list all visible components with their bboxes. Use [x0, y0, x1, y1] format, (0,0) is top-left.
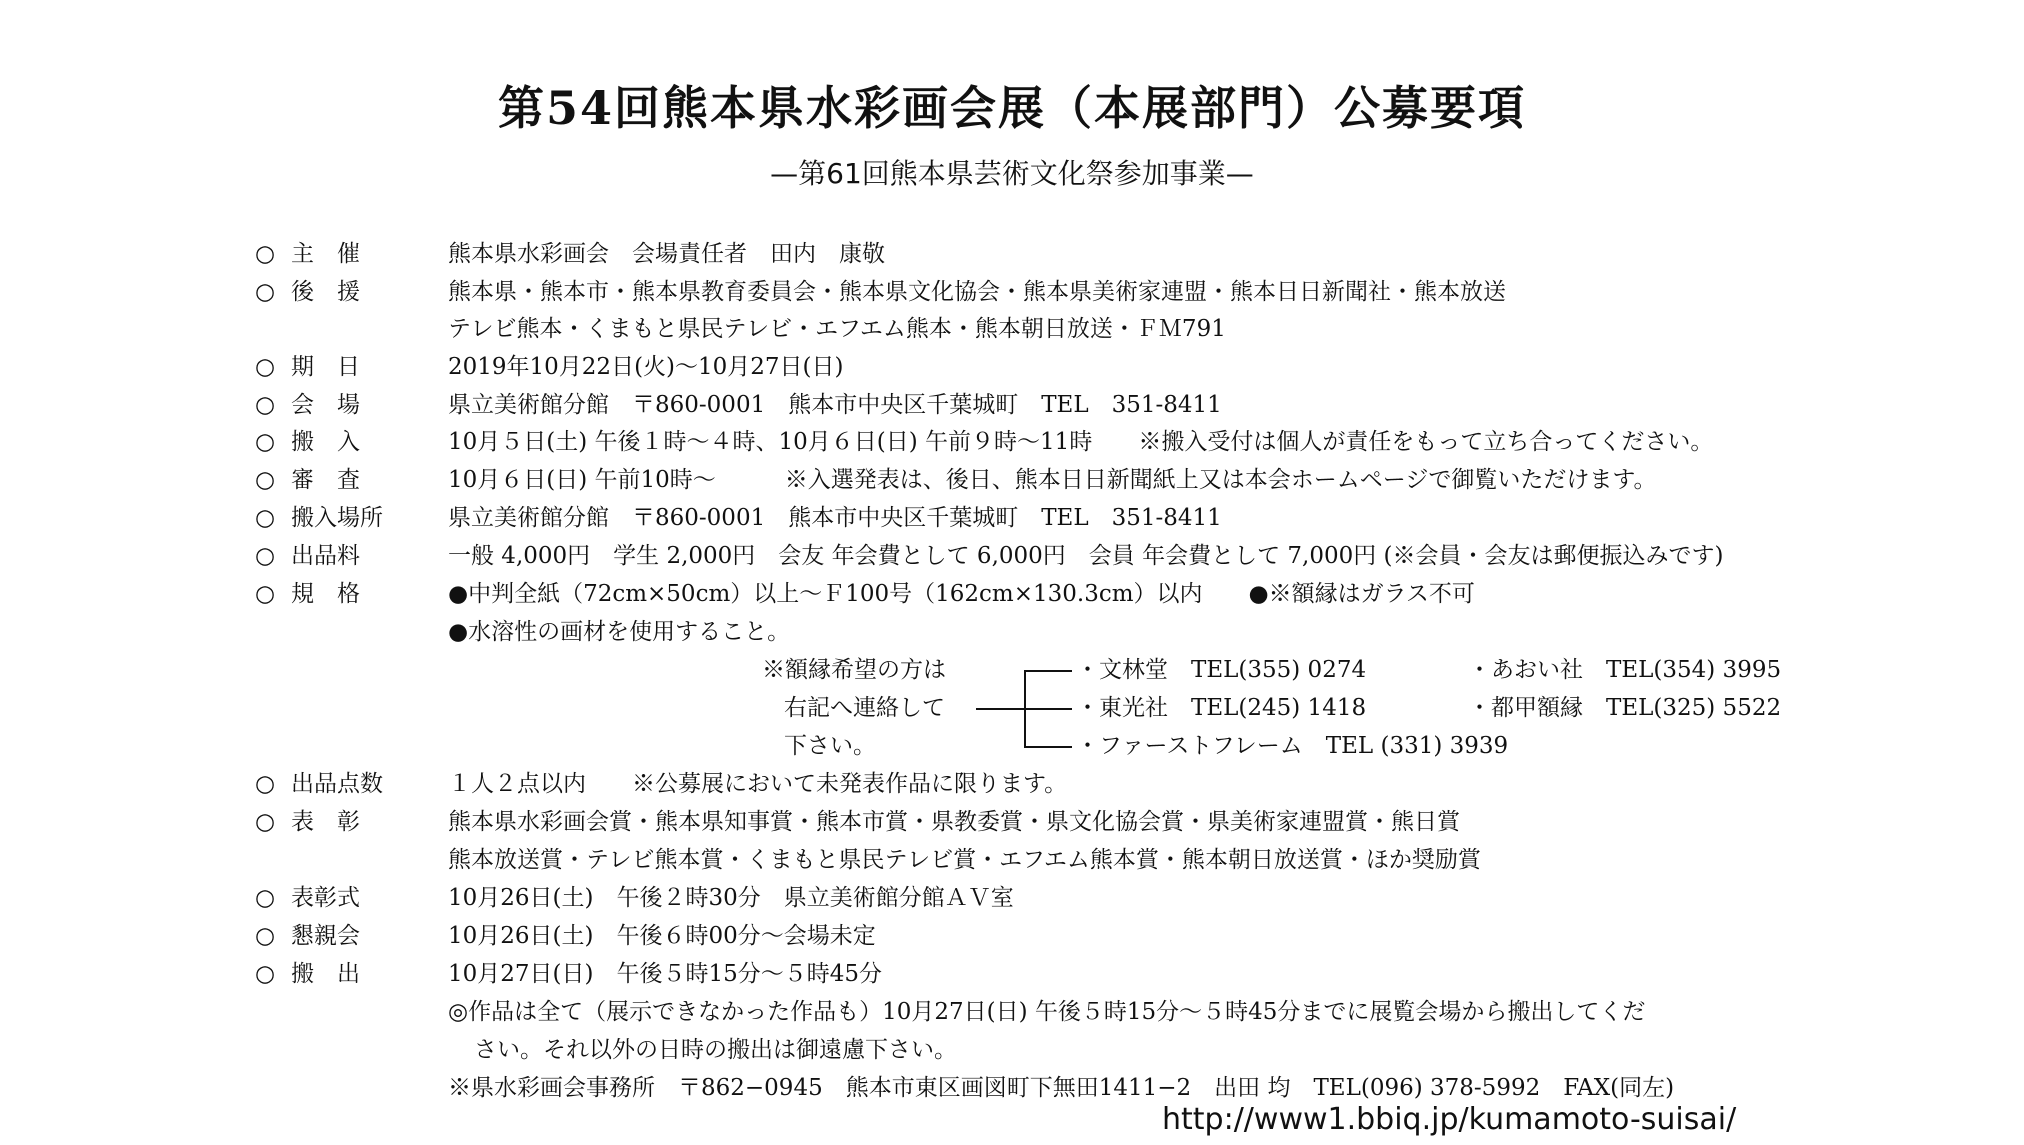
value-party: 10月26日(土) 午後６時00分〜会場未定 [448, 923, 876, 949]
value-support: 熊本県・熊本市・熊本県教育委員会・熊本県文化協会・熊本県美術家連盟・熊本日日新聞社・熊本放送 [448, 279, 1506, 305]
bullet-circle: ○ [255, 923, 276, 949]
bracket-top [1024, 670, 1072, 672]
label-sponsor: 主 催 [291, 241, 360, 267]
shop-bunrindo: ・文林堂 TEL(355) 0274 [1076, 657, 1367, 683]
value-delivery-place: 県立美術館分館 〒860-0001 熊本市中央区千葉城町 TEL 351-8411 [448, 505, 1222, 531]
page-subtitle: —第61回熊本県芸術文化祭参加事業— [770, 157, 1254, 190]
page-title: 第54回熊本県水彩画会展（本展部門）公募要項 [497, 81, 1526, 135]
bullet-circle: ○ [255, 279, 276, 305]
value-sponsor: 熊本県水彩画会 会場責任者 田内 康敬 [448, 241, 885, 267]
shop-first-frame: ・ファーストフレーム TEL (331) 3939 [1076, 733, 1509, 759]
bullet-circle: ○ [255, 543, 276, 569]
value-removal-note-line2: さい。それ以外の日時の搬出は御遠慮下さい。 [474, 1037, 957, 1063]
value-venue: 県立美術館分館 〒860-0001 熊本市中央区千葉城町 TEL 351-8411 [448, 392, 1222, 418]
bracket-stub [976, 708, 1024, 710]
value-fee: 一般 4,000円 学生 2,000円 会友 年会費として 6,000円 会員 年会費として 7,000円 (※会員・会友は郵便振込みです) [448, 543, 1724, 569]
label-fee: 出品料 [291, 543, 360, 569]
label-spec: 規 格 [291, 581, 360, 607]
frame-note-line2: 右記へ連絡して [784, 695, 945, 721]
bullet-circle: ○ [255, 241, 276, 267]
bullet-circle: ○ [255, 771, 276, 797]
label-party: 懇親会 [291, 923, 360, 949]
value-removal-note: ◎作品は全て（展示できなかった作品も）10月27日(日) 午後５時15分〜５時45分までに展覧会場から搬出してくだ [448, 999, 1646, 1025]
bullet-circle: ○ [255, 467, 276, 493]
bullet-circle: ○ [255, 809, 276, 835]
value-ceremony: 10月26日(土) 午後２時30分 県立美術館分館ＡＶ室 [448, 885, 1014, 911]
value-awards: 熊本県水彩画会賞・熊本県知事賞・熊本市賞・県教委賞・県文化協会賞・県美術家連盟賞・熊日賞 [448, 809, 1460, 835]
value-spec: ●中判全紙（72cm×50cm）以上〜Ｆ100号（162cm×130.3cm）以内 ●※額縁はガラス不可 [448, 581, 1475, 607]
value-delivery: 10月５日(土) 午後１時〜４時、10月６日(日) 午前９時〜11時 ※搬入受付は個人が責任をもって立ち合ってください。 [448, 429, 1714, 455]
value-period: 2019年10月22日(火)〜10月27日(日) [448, 354, 844, 380]
value-removal: 10月27日(日) 午後５時15分〜５時45分 [448, 961, 883, 987]
bullet-circle: ○ [255, 505, 276, 531]
label-ceremony: 表彰式 [291, 885, 360, 911]
value-support-line2: テレビ熊本・くまもと県民テレビ・エフエム熊本・熊本朝日放送・ＦＭ791 [448, 316, 1226, 342]
bullet-circle: ○ [255, 392, 276, 418]
shop-toko-gakubuchi: ・都甲額縁 TEL(325) 5522 [1468, 695, 1782, 721]
label-awards: 表 彰 [291, 809, 360, 835]
frame-note-line3: 下さい。 [784, 733, 876, 759]
label-venue: 会 場 [291, 392, 360, 418]
bullet-circle: ○ [255, 581, 276, 607]
office-contact: ※県水彩画会事務所 〒862−0945 熊本市東区画図町下無田1411−2 出田 均 TEL(096) 378-5992 FAX(同左) [448, 1075, 1675, 1101]
bullet-circle: ○ [255, 429, 276, 455]
bracket-bottom [1024, 746, 1072, 748]
value-count: １人２点以内 ※公募展において未発表作品に限ります。 [448, 771, 1068, 797]
bullet-circle: ○ [255, 961, 276, 987]
label-period: 期 日 [291, 354, 360, 380]
bullet-circle: ○ [255, 354, 276, 380]
label-judging: 審 査 [291, 467, 360, 493]
website-url: http://www1.bbiq.jp/kumamoto-suisai/ [1162, 1102, 1737, 1137]
frame-note-line1: ※額縁希望の方は [762, 657, 946, 683]
label-removal: 搬 出 [291, 961, 360, 987]
value-judging: 10月６日(日) 午前10時〜 ※入選発表は、後日、熊本日日新聞紙上又は本会ホームページで御覧いただけます。 [448, 467, 1657, 493]
value-spec-line2: ●水溶性の画材を使用すること。 [448, 619, 791, 645]
bracket-middle [1024, 708, 1072, 710]
label-delivery: 搬 入 [291, 429, 360, 455]
shop-aoisha: ・あおい社 TEL(354) 3995 [1468, 657, 1782, 683]
label-delivery-place: 搬入場所 [291, 505, 383, 531]
label-count: 出品点数 [291, 771, 383, 797]
bullet-circle: ○ [255, 885, 276, 911]
label-support: 後 援 [291, 279, 360, 305]
shop-tokosha: ・東光社 TEL(245) 1418 [1076, 695, 1367, 721]
value-awards-line2: 熊本放送賞・テレビ熊本賞・くまもと県民テレビ賞・エフエム熊本賞・熊本朝日放送賞・ほか奨励賞 [448, 847, 1481, 873]
